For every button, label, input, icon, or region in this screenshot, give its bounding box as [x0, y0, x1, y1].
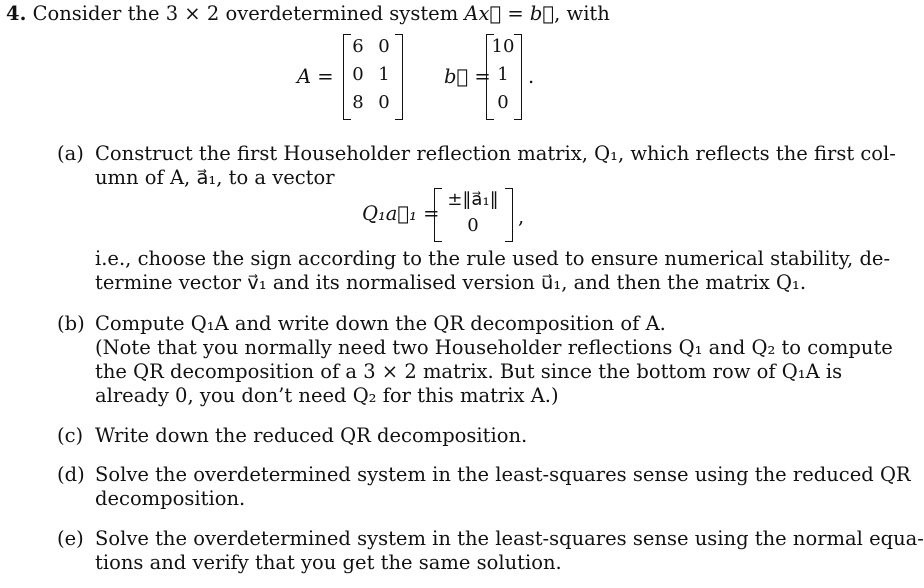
- part-a-line-1: Construct the first Householder reflection matrix, Q₁, which reflects the first col-: [95, 142, 896, 165]
- matrices-end-punct: .: [528, 65, 535, 88]
- vector-b-cell: 0: [497, 92, 509, 113]
- part-d-line-1: Solve the overdetermined system in the least-squares sense using the reduced QR: [95, 463, 911, 486]
- problem-intro: [6, 2, 610, 26]
- part-e-label: (e): [57, 527, 84, 550]
- part-e-line-2: tions and verify that you get the same solution.: [95, 551, 562, 574]
- part-a-line-2: umn of A, a⃗₁, to a vector: [95, 166, 335, 189]
- part-c-line-1: Write down the reduced QR decomposition.: [95, 424, 528, 447]
- part-a-vector-cell: ±‖a⃗₁‖: [447, 189, 499, 210]
- part-a-vector-cell: 0: [467, 215, 479, 236]
- part-d-line-2: decomposition.: [95, 487, 246, 510]
- matrix-a-label: A =: [297, 65, 334, 88]
- problem-intro-eq: A: [464, 2, 479, 25]
- matrix-a-right-bracket: [395, 34, 403, 120]
- matrix-a-cell: 0: [378, 92, 390, 113]
- vector-b-label: b⃗ =: [444, 65, 491, 88]
- problem-intro-eq2: x⃗ = b⃗: [478, 2, 555, 25]
- problem-intro-text-1: Consider the 3 × 2 overdetermined system: [32, 2, 465, 25]
- part-d-label: (d): [57, 463, 85, 486]
- vector-b-cell: 1: [497, 64, 509, 85]
- part-e-line-1: Solve the overdetermined system in the least-squares sense using the normal equa-: [95, 527, 924, 550]
- part-a-vector-right-bracket: [505, 188, 513, 242]
- part-b-line-1: Compute Q₁A and write down the QR decomposition of A.: [95, 312, 666, 335]
- part-a-label: (a): [57, 142, 84, 165]
- part-b-line-3: the QR decomposition of a 3 × 2 matrix. But since the bottom row of Q₁A is: [95, 360, 843, 383]
- problem-number: 4.: [6, 2, 27, 25]
- part-b-line-4: already 0, you don’t need Q₂ for this matrix A.): [95, 384, 559, 407]
- matrix-a-cell: 0: [378, 36, 390, 57]
- part-c-label: (c): [57, 424, 84, 447]
- matrix-a-cell: 6: [352, 36, 364, 57]
- part-a-equation-punct: ,: [518, 205, 525, 228]
- matrix-a-cell: 8: [352, 92, 364, 113]
- part-a-equation-lhs: Q₁a⃗₁ =: [362, 202, 440, 225]
- matrix-a-cell: 0: [352, 64, 364, 85]
- matrix-a-cell: 1: [378, 64, 390, 85]
- part-b-label: (b): [57, 312, 85, 335]
- problem-intro-text-2: , with: [554, 2, 610, 25]
- part-a-after-line-2: termine vector v⃗₁ and its normalised version u⃗₁, and then the matrix Q₁.: [95, 271, 807, 294]
- part-b-line-2: (Note that you normally need two Householder reflections Q₁ and Q₂ to compute: [95, 336, 893, 359]
- part-a-after-line-1: i.e., choose the sign according to the rule used to ensure numerical stability, de-: [95, 247, 891, 270]
- vector-b-cell: 10: [491, 36, 515, 57]
